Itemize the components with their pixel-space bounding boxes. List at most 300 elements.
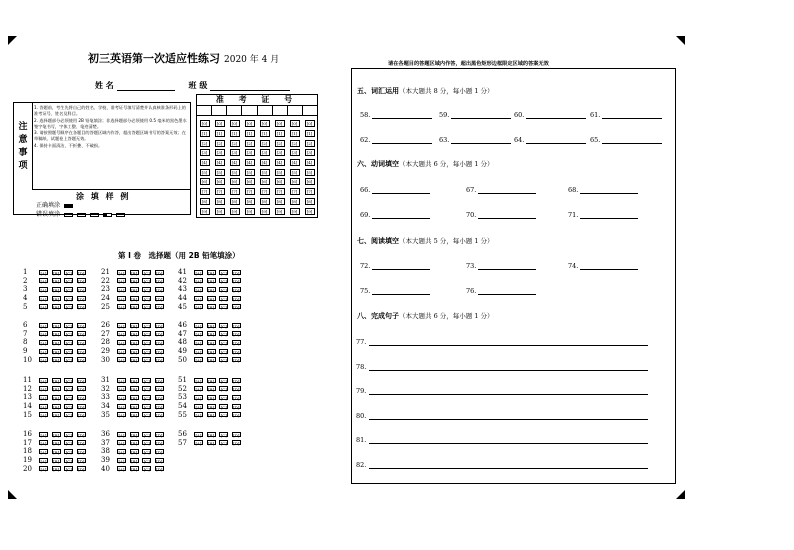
exam-id-bubble[interactable]: [0] [200,120,210,127]
choice-bubble-a[interactable]: [A] [40,305,47,311]
choice-bubble-c[interactable]: [C] [220,378,227,384]
choice-bubble-b[interactable]: [B] [131,296,138,302]
choice-bubble-a[interactable]: [A] [118,387,125,393]
choice-bubble-d[interactable]: [D] [233,287,240,293]
choice-bubble-c[interactable]: [C] [65,279,72,285]
choice-bubble-a[interactable]: [A] [195,287,202,293]
answer-blank[interactable] [372,193,430,194]
choice-bubble-a[interactable]: [A] [195,441,202,447]
choice-bubble-d[interactable]: [D] [78,279,85,285]
choice-bubble-b[interactable]: [B] [131,332,138,338]
choice-bubble-b[interactable]: [B] [53,432,60,438]
choice-bubble-d[interactable]: [D] [156,296,163,302]
choice-bubble-c[interactable]: [C] [143,404,150,410]
exam-id-bubble[interactable]: [2] [200,140,210,147]
exam-id-bubble[interactable]: [9] [215,208,225,215]
choice-bubble-c[interactable]: [C] [143,413,150,419]
choice-bubble-b[interactable]: [B] [131,467,138,473]
exam-id-bubble[interactable]: [1] [305,130,315,137]
choice-bubble-c[interactable]: [C] [65,432,72,438]
choice-bubble-c[interactable]: [C] [143,449,150,455]
choice-bubble-b[interactable]: [B] [208,340,215,346]
choice-bubble-d[interactable]: [D] [78,395,85,401]
choice-bubble-c[interactable]: [C] [220,358,227,364]
choice-bubble-b[interactable]: [B] [53,395,60,401]
exam-id-bubble[interactable]: [9] [200,208,210,215]
choice-bubble-c[interactable]: [C] [143,387,150,393]
choice-bubble-a[interactable]: [A] [195,432,202,438]
choice-bubble-d[interactable]: [D] [233,432,240,438]
exam-id-bubble[interactable]: [1] [290,130,300,137]
choice-bubble-b[interactable]: [B] [131,305,138,311]
choice-bubble-d[interactable]: [D] [233,332,240,338]
choice-bubble-a[interactable]: [A] [118,404,125,410]
answer-line[interactable] [369,443,648,444]
exam-id-bubble[interactable]: [7] [245,188,255,195]
choice-bubble-b[interactable]: [B] [208,332,215,338]
choice-bubble-b[interactable]: [B] [131,441,138,447]
choice-bubble-b[interactable]: [B] [53,305,60,311]
exam-id-bubble[interactable]: [7] [215,188,225,195]
choice-bubble-c[interactable]: [C] [220,296,227,302]
choice-bubble-a[interactable]: [A] [118,378,125,384]
choice-bubble-c[interactable]: [C] [65,387,72,393]
choice-bubble-a[interactable]: [A] [40,395,47,401]
exam-id-bubble[interactable]: [5] [230,169,240,176]
choice-bubble-c[interactable]: [C] [65,305,72,311]
choice-bubble-a[interactable]: [A] [195,358,202,364]
choice-bubble-b[interactable]: [B] [208,378,215,384]
choice-bubble-b[interactable]: [B] [208,432,215,438]
answer-line[interactable] [369,419,648,420]
exam-id-bubble[interactable]: [5] [275,169,285,176]
choice-bubble-b[interactable]: [B] [208,387,215,393]
exam-id-bubble[interactable]: [3] [290,149,300,156]
choice-bubble-b[interactable]: [B] [208,305,215,311]
choice-bubble-d[interactable]: [D] [156,349,163,355]
choice-bubble-a[interactable]: [A] [118,441,125,447]
choice-bubble-b[interactable]: [B] [53,449,60,455]
exam-id-bubble[interactable]: [0] [245,120,255,127]
choice-bubble-b[interactable]: [B] [53,404,60,410]
choice-bubble-a[interactable]: [A] [118,358,125,364]
choice-bubble-c[interactable]: [C] [143,378,150,384]
choice-bubble-c[interactable]: [C] [220,395,227,401]
answer-blank[interactable] [602,143,662,144]
exam-id-bubble[interactable]: [0] [230,120,240,127]
choice-bubble-a[interactable]: [A] [40,349,47,355]
choice-bubble-d[interactable]: [D] [78,323,85,329]
exam-id-bubble[interactable]: [9] [305,208,315,215]
answer-blank[interactable] [526,118,586,119]
exam-id-bubble[interactable]: [9] [260,208,270,215]
choice-bubble-c[interactable]: [C] [220,279,227,285]
choice-bubble-d[interactable]: [D] [156,287,163,293]
choice-bubble-d[interactable]: [D] [156,340,163,346]
choice-bubble-a[interactable]: [A] [195,413,202,419]
choice-bubble-c[interactable]: [C] [143,287,150,293]
choice-bubble-c[interactable]: [C] [220,287,227,293]
exam-id-bubble[interactable]: [9] [290,208,300,215]
exam-id-bubble[interactable]: [4] [260,159,270,166]
choice-bubble-d[interactable]: [D] [233,404,240,410]
answer-blank[interactable] [478,193,536,194]
choice-bubble-d[interactable]: [D] [156,378,163,384]
answer-blank[interactable] [451,118,511,119]
exam-id-bubble[interactable]: [1] [215,130,225,137]
exam-id-bubble[interactable]: [7] [200,188,210,195]
choice-bubble-b[interactable]: [B] [53,441,60,447]
choice-bubble-c[interactable]: [C] [220,387,227,393]
exam-id-bubble[interactable]: [8] [245,198,255,205]
choice-bubble-d[interactable]: [D] [156,432,163,438]
choice-bubble-a[interactable]: [A] [40,441,47,447]
choice-bubble-d[interactable]: [D] [156,395,163,401]
choice-bubble-c[interactable]: [C] [143,332,150,338]
exam-id-bubble[interactable]: [7] [260,188,270,195]
answer-blank[interactable] [372,118,432,119]
choice-bubble-d[interactable]: [D] [233,270,240,276]
choice-bubble-c[interactable]: [C] [143,395,150,401]
choice-bubble-b[interactable]: [B] [208,404,215,410]
exam-id-bubble[interactable]: [2] [260,140,270,147]
exam-id-bubble[interactable]: [7] [305,188,315,195]
choice-bubble-a[interactable]: [A] [118,395,125,401]
exam-id-bubble[interactable]: [6] [230,178,240,185]
choice-bubble-a[interactable]: [A] [195,340,202,346]
exam-id-bubble[interactable]: [2] [245,140,255,147]
choice-bubble-d[interactable]: [D] [233,279,240,285]
exam-id-bubble[interactable]: [9] [275,208,285,215]
choice-bubble-d[interactable]: [D] [156,441,163,447]
exam-id-bubble[interactable]: [8] [290,198,300,205]
choice-bubble-c[interactable]: [C] [220,270,227,276]
exam-id-bubble[interactable]: [4] [305,159,315,166]
choice-bubble-b[interactable]: [B] [131,287,138,293]
choice-bubble-d[interactable]: [D] [78,332,85,338]
choice-bubble-a[interactable]: [A] [40,287,47,293]
choice-bubble-b[interactable]: [B] [53,413,60,419]
exam-id-bubble[interactable]: [5] [215,169,225,176]
choice-bubble-c[interactable]: [C] [65,332,72,338]
exam-id-bubble[interactable]: [4] [275,159,285,166]
choice-bubble-b[interactable]: [B] [53,458,60,464]
choice-bubble-a[interactable]: [A] [40,404,47,410]
exam-id-bubble[interactable]: [6] [215,178,225,185]
answer-line[interactable] [369,345,648,346]
choice-bubble-a[interactable]: [A] [40,323,47,329]
choice-bubble-a[interactable]: [A] [118,340,125,346]
choice-bubble-c[interactable]: [C] [65,323,72,329]
exam-id-bubble[interactable]: [3] [215,149,225,156]
choice-bubble-a[interactable]: [A] [118,467,125,473]
choice-bubble-a[interactable]: [A] [118,432,125,438]
exam-id-bubble[interactable]: [1] [245,130,255,137]
choice-bubble-d[interactable]: [D] [78,305,85,311]
exam-id-bubble[interactable]: [5] [305,169,315,176]
answer-blank[interactable] [580,193,638,194]
exam-id-bubble[interactable]: [3] [230,149,240,156]
answer-line[interactable] [369,370,648,371]
choice-bubble-a[interactable]: [A] [40,387,47,393]
exam-id-bubble[interactable]: [0] [260,120,270,127]
exam-id-bubble[interactable]: [5] [200,169,210,176]
choice-bubble-b[interactable]: [B] [131,387,138,393]
choice-bubble-b[interactable]: [B] [131,279,138,285]
choice-bubble-d[interactable]: [D] [156,387,163,393]
exam-id-bubble[interactable]: [5] [290,169,300,176]
exam-id-bubble[interactable]: [5] [245,169,255,176]
choice-bubble-a[interactable]: [A] [118,287,125,293]
choice-bubble-b[interactable]: [B] [208,349,215,355]
choice-bubble-b[interactable]: [B] [131,413,138,419]
choice-bubble-c[interactable]: [C] [220,323,227,329]
choice-bubble-d[interactable]: [D] [78,358,85,364]
choice-bubble-c[interactable]: [C] [220,404,227,410]
exam-id-bubble[interactable]: [2] [215,140,225,147]
choice-bubble-a[interactable]: [A] [118,279,125,285]
choice-bubble-b[interactable]: [B] [53,323,60,329]
choice-bubble-a[interactable]: [A] [40,332,47,338]
exam-id-bubble[interactable]: [1] [200,130,210,137]
choice-bubble-c[interactable]: [C] [220,305,227,311]
answer-blank[interactable] [602,118,662,119]
choice-bubble-a[interactable]: [A] [195,332,202,338]
answer-blank[interactable] [372,294,430,295]
exam-id-bubble[interactable]: [3] [245,149,255,156]
choice-bubble-b[interactable]: [B] [208,270,215,276]
choice-bubble-d[interactable]: [D] [156,467,163,473]
choice-bubble-d[interactable]: [D] [78,441,85,447]
choice-bubble-c[interactable]: [C] [220,349,227,355]
choice-bubble-a[interactable]: [A] [195,279,202,285]
choice-bubble-b[interactable]: [B] [53,270,60,276]
choice-bubble-b[interactable]: [B] [208,279,215,285]
choice-bubble-d[interactable]: [D] [78,340,85,346]
choice-bubble-a[interactable]: [A] [195,305,202,311]
choice-bubble-b[interactable]: [B] [53,358,60,364]
exam-id-bubble[interactable]: [7] [230,188,240,195]
choice-bubble-c[interactable]: [C] [65,458,72,464]
exam-id-bubble[interactable]: [1] [230,130,240,137]
choice-bubble-a[interactable]: [A] [40,467,47,473]
choice-bubble-c[interactable]: [C] [65,404,72,410]
answer-blank[interactable] [580,269,638,270]
choice-bubble-b[interactable]: [B] [131,449,138,455]
exam-id-bubble[interactable]: [6] [275,178,285,185]
exam-id-bubble[interactable]: [4] [230,159,240,166]
choice-bubble-d[interactable]: [D] [156,404,163,410]
answer-blank[interactable] [526,143,586,144]
choice-bubble-b[interactable]: [B] [131,458,138,464]
exam-id-bubble[interactable]: [9] [245,208,255,215]
choice-bubble-d[interactable]: [D] [78,349,85,355]
choice-bubble-d[interactable]: [D] [233,358,240,364]
choice-bubble-d[interactable]: [D] [78,449,85,455]
exam-id-bubble[interactable]: [0] [290,120,300,127]
exam-id-bubble[interactable]: [7] [275,188,285,195]
choice-bubble-c[interactable]: [C] [143,305,150,311]
choice-bubble-c[interactable]: [C] [143,358,150,364]
choice-bubble-c[interactable]: [C] [143,270,150,276]
choice-bubble-a[interactable]: [A] [118,296,125,302]
choice-bubble-d[interactable]: [D] [156,458,163,464]
exam-id-bubble[interactable]: [6] [200,178,210,185]
choice-bubble-a[interactable]: [A] [40,340,47,346]
answer-blank[interactable] [372,143,432,144]
choice-bubble-d[interactable]: [D] [233,340,240,346]
exam-id-bubble[interactable]: [5] [260,169,270,176]
exam-id-bubble[interactable]: [4] [215,159,225,166]
choice-bubble-c[interactable]: [C] [65,441,72,447]
choice-bubble-b[interactable]: [B] [131,270,138,276]
choice-bubble-d[interactable]: [D] [78,432,85,438]
choice-bubble-b[interactable]: [B] [208,323,215,329]
answer-blank[interactable] [580,218,638,219]
choice-bubble-a[interactable]: [A] [118,349,125,355]
choice-bubble-d[interactable]: [D] [156,305,163,311]
choice-bubble-b[interactable]: [B] [131,358,138,364]
choice-bubble-b[interactable]: [B] [53,287,60,293]
choice-bubble-b[interactable]: [B] [208,395,215,401]
choice-bubble-b[interactable]: [B] [208,287,215,293]
choice-bubble-c[interactable]: [C] [143,323,150,329]
choice-bubble-d[interactable]: [D] [156,358,163,364]
exam-id-bubble[interactable]: [9] [230,208,240,215]
choice-bubble-d[interactable]: [D] [233,349,240,355]
exam-id-bubble[interactable]: [8] [200,198,210,205]
choice-bubble-c[interactable]: [C] [220,332,227,338]
choice-bubble-d[interactable]: [D] [233,395,240,401]
choice-bubble-d[interactable]: [D] [156,413,163,419]
choice-bubble-b[interactable]: [B] [53,387,60,393]
choice-bubble-a[interactable]: [A] [195,296,202,302]
choice-bubble-a[interactable]: [A] [40,458,47,464]
choice-bubble-c[interactable]: [C] [143,441,150,447]
exam-id-bubble[interactable]: [6] [290,178,300,185]
exam-id-bubble[interactable]: [8] [215,198,225,205]
choice-bubble-a[interactable]: [A] [118,323,125,329]
name-field[interactable] [117,82,175,91]
choice-bubble-a[interactable]: [A] [118,305,125,311]
choice-bubble-a[interactable]: [A] [118,270,125,276]
choice-bubble-a[interactable]: [A] [118,332,125,338]
choice-bubble-a[interactable]: [A] [118,458,125,464]
choice-bubble-b[interactable]: [B] [53,279,60,285]
choice-bubble-c[interactable]: [C] [65,270,72,276]
exam-id-bubble[interactable]: [7] [290,188,300,195]
choice-bubble-b[interactable]: [B] [53,296,60,302]
choice-bubble-a[interactable]: [A] [195,387,202,393]
choice-bubble-a[interactable]: [A] [40,378,47,384]
choice-bubble-b[interactable]: [B] [208,358,215,364]
choice-bubble-a[interactable]: [A] [40,270,47,276]
choice-bubble-b[interactable]: [B] [53,378,60,384]
choice-bubble-c[interactable]: [C] [143,467,150,473]
exam-id-bubble[interactable]: [1] [275,130,285,137]
choice-bubble-a[interactable]: [A] [40,413,47,419]
answer-blank[interactable] [478,218,536,219]
answer-line[interactable] [369,394,648,395]
exam-id-bubble[interactable]: [6] [305,178,315,185]
exam-id-bubble[interactable]: [4] [290,159,300,166]
answer-blank[interactable] [478,269,536,270]
choice-bubble-d[interactable]: [D] [233,378,240,384]
exam-id-bubble[interactable]: [3] [275,149,285,156]
choice-bubble-a[interactable]: [A] [40,358,47,364]
exam-id-bubble[interactable]: [0] [275,120,285,127]
choice-bubble-c[interactable]: [C] [143,458,150,464]
choice-bubble-c[interactable]: [C] [65,413,72,419]
choice-bubble-d[interactable]: [D] [233,305,240,311]
answer-blank[interactable] [478,294,536,295]
choice-bubble-c[interactable]: [C] [65,378,72,384]
choice-bubble-d[interactable]: [D] [233,413,240,419]
answer-blank[interactable] [372,269,430,270]
choice-bubble-c[interactable]: [C] [65,467,72,473]
choice-bubble-b[interactable]: [B] [131,340,138,346]
choice-bubble-d[interactable]: [D] [156,279,163,285]
exam-id-bubble[interactable]: [2] [290,140,300,147]
choice-bubble-b[interactable]: [B] [131,323,138,329]
choice-bubble-d[interactable]: [D] [78,387,85,393]
choice-bubble-d[interactable]: [D] [233,387,240,393]
exam-id-bubble[interactable]: [3] [305,149,315,156]
choice-bubble-d[interactable]: [D] [156,332,163,338]
choice-bubble-d[interactable]: [D] [156,270,163,276]
choice-bubble-d[interactable]: [D] [78,296,85,302]
choice-bubble-a[interactable]: [A] [195,323,202,329]
choice-bubble-c[interactable]: [C] [65,395,72,401]
choice-bubble-b[interactable]: [B] [131,432,138,438]
choice-bubble-b[interactable]: [B] [131,349,138,355]
choice-bubble-c[interactable]: [C] [143,349,150,355]
choice-bubble-d[interactable]: [D] [78,378,85,384]
choice-bubble-a[interactable]: [A] [118,413,125,419]
exam-id-bubble[interactable]: [4] [245,159,255,166]
choice-bubble-a[interactable]: [A] [195,378,202,384]
choice-bubble-c[interactable]: [C] [143,340,150,346]
choice-bubble-b[interactable]: [B] [53,332,60,338]
choice-bubble-a[interactable]: [A] [118,449,125,455]
choice-bubble-d[interactable]: [D] [78,467,85,473]
exam-id-write-cells[interactable] [197,106,317,116]
exam-id-bubble[interactable]: [2] [230,140,240,147]
exam-id-bubble[interactable]: [2] [275,140,285,147]
exam-id-bubble[interactable]: [8] [275,198,285,205]
choice-bubble-a[interactable]: [A] [40,279,47,285]
choice-bubble-a[interactable]: [A] [195,404,202,410]
choice-bubble-c[interactable]: [C] [220,432,227,438]
choice-bubble-d[interactable]: [D] [233,296,240,302]
choice-bubble-c[interactable]: [C] [220,340,227,346]
choice-bubble-a[interactable]: [A] [40,432,47,438]
exam-id-bubble[interactable]: [0] [215,120,225,127]
choice-bubble-d[interactable]: [D] [156,449,163,455]
exam-id-bubble[interactable]: [6] [260,178,270,185]
exam-id-bubble[interactable]: [2] [305,140,315,147]
choice-bubble-c[interactable]: [C] [65,358,72,364]
choice-bubble-c[interactable]: [C] [143,279,150,285]
choice-bubble-b[interactable]: [B] [208,296,215,302]
choice-bubble-c[interactable]: [C] [65,296,72,302]
answer-line[interactable] [369,468,648,469]
choice-bubble-a[interactable]: [A] [195,270,202,276]
choice-bubble-b[interactable]: [B] [131,395,138,401]
choice-bubble-c[interactable]: [C] [65,287,72,293]
exam-id-bubble[interactable]: [3] [260,149,270,156]
exam-id-bubble[interactable]: [4] [200,159,210,166]
